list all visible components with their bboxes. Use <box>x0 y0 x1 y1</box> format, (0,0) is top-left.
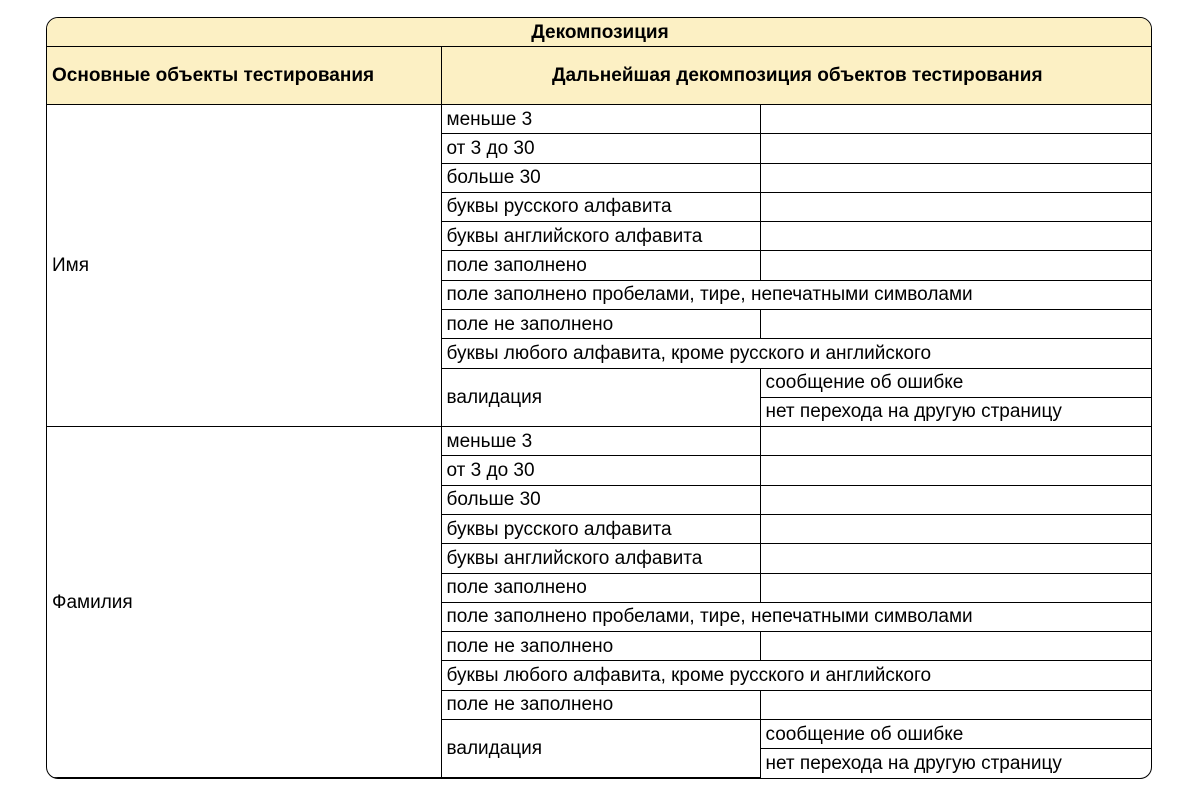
column-header-further-decomposition: Дальнейшая декомпозиция объектов тестирования <box>441 47 1152 105</box>
decomposition-item: от 3 до 30 <box>441 134 760 163</box>
test-object-name: Фамилия <box>47 427 441 778</box>
empty-cell <box>760 222 1152 251</box>
decomposition-item: буквы английского алфавита <box>441 222 760 251</box>
decomposition-item: поле не заполнено <box>441 632 760 661</box>
decomposition-item: поле не заполнено <box>441 309 760 338</box>
empty-cell <box>760 573 1152 602</box>
empty-cell <box>760 134 1152 163</box>
decomposition-item: от 3 до 30 <box>441 456 760 485</box>
decomposition-item: больше 30 <box>441 485 760 514</box>
table-body <box>47 105 1152 778</box>
table-title: Декомпозиция <box>47 18 1152 47</box>
decomposition-item: буквы английского алфавита <box>441 544 760 573</box>
empty-cell <box>760 544 1152 573</box>
decomposition-item: валидация <box>441 719 760 777</box>
decomposition-item: буквы русского алфавита <box>441 514 760 543</box>
empty-cell <box>760 456 1152 485</box>
empty-cell <box>760 485 1152 514</box>
empty-cell <box>760 251 1152 280</box>
empty-cell <box>760 514 1152 543</box>
empty-cell <box>760 690 1152 719</box>
table-row <box>47 427 1152 456</box>
empty-cell <box>760 632 1152 661</box>
decomposition-item: буквы любого алфавита, кроме русского и английского <box>441 661 1152 690</box>
empty-cell <box>760 192 1152 221</box>
test-object-name: Имя <box>47 105 441 427</box>
decomposition-item: больше 30 <box>441 163 760 192</box>
decomposition-subitem: сообщение об ошибке <box>760 368 1152 397</box>
decomposition-subitem: нет перехода на другую страницу <box>760 749 1152 778</box>
decomposition-item: поле заполнено пробелами, тире, непечатными символами <box>441 602 1152 631</box>
decomposition-subitem: сообщение об ошибке <box>760 719 1152 748</box>
decomposition-item: поле заполнено <box>441 573 760 602</box>
decomposition-item: поле заполнено пробелами, тире, непечатными символами <box>441 280 1152 309</box>
decomposition-table-frame <box>46 17 1152 779</box>
decomposition-item: поле не заполнено <box>441 690 760 719</box>
empty-cell <box>760 163 1152 192</box>
decomposition-item: буквы любого алфавита, кроме русского и английского <box>441 339 1152 368</box>
decomposition-item: валидация <box>441 368 760 427</box>
table-row <box>47 105 1152 134</box>
empty-cell <box>760 309 1152 338</box>
decomposition-subitem: нет перехода на другую страницу <box>760 397 1152 426</box>
decomposition-item: буквы русского алфавита <box>441 192 760 221</box>
empty-cell <box>760 427 1152 456</box>
decomposition-item: меньше 3 <box>441 427 760 456</box>
decomposition-item: меньше 3 <box>441 105 760 134</box>
empty-cell <box>760 105 1152 134</box>
decomposition-table <box>47 18 1152 778</box>
column-header-main-objects: Основные объекты тестирования <box>47 47 441 105</box>
decomposition-item: поле заполнено <box>441 251 760 280</box>
